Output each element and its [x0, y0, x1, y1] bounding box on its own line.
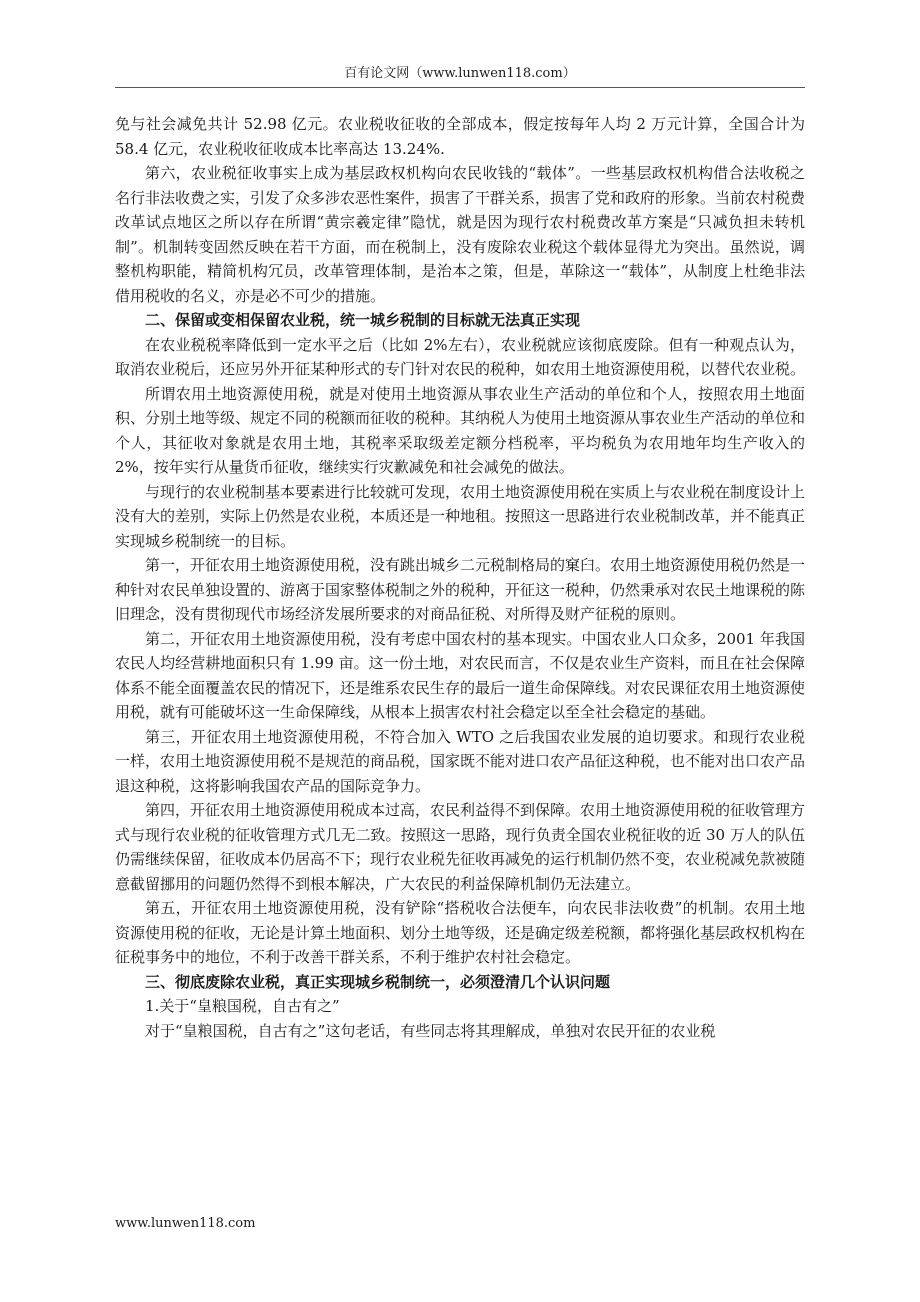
paragraph-continuation: 免与社会减免共计 52.98 亿元。农业税收征收的全部成本，假定按每年人均 2 万元计算，全国合计为 58.4 亿元，农业税收征收成本比率高达 13.24%. [115, 115, 805, 158]
document-body [115, 112, 805, 1043]
page-footer: www.lunwen118.com [115, 1216, 256, 1231]
paragraph-fourth-point: 第四，开征农用土地资源使用税成本过高，农民利益得不到保障。农用土地资源使用税的征收管理方式与现行农业税的征收管理方式几无二致。按照这一思路，现行负责全国农业税征收的近 30 万人的队伍仍需继续保留，征收成本仍居高不下；现行农业税先征收再减免的运行机制仍然不变，农业税减免款被随意截留挪用的问题仍然得不到根本解决，广大农民的利益保障机制仍无法建立。 [115, 801, 806, 893]
paragraph-first-point: 第一，开征农用土地资源使用税，没有跳出城乡二元税制格局的窠臼。农用土地资源使用税仍然是一种针对农民单独设置的、游离于国家整体税制之外的税种，开征这一税种，仍然秉承对农民土地课税的陈旧理念，没有贯彻现代市场经济发展所要求的对商品征税、对所得及财产征税的原则。 [115, 556, 806, 623]
page-header: 百有论文网（www.lunwen118.com） [115, 62, 805, 88]
section-heading-2: 二、保留或变相保留农业税，统一城乡税制的目标就无法真正实现 [145, 311, 581, 329]
paragraph-third-point: 第三，开征农用土地资源使用税，不符合加入 WTO 之后我国农业发展的迫切要求。和现行农业税一样，农用土地资源使用税不是规范的商品税，国家既不能对进口农产品征这种税，也不能对出口农产品退这种税，这将影响我国农产品的国际竞争力。 [115, 727, 806, 795]
paragraph-sixth: 第六，农业税征收事实上成为基层政权机构向农民收钱的“载体”。一些基层政权机构借合法收税之名行非法收费之实，引发了众多涉农恶性案件，损害了干群关系，损害了党和政府的形象。当前农村税费改革试点地区之所以存在所谓“黄宗羲定律”隐忧，就是因为现行农村税费改革方案是“只减负担未转机制”。机制转变固然反映在若干方面，而在税制上，没有废除农业税这个载体显得尤为突出。虽然说，调整机构职能，精简机构冗员，改革管理体制，是治本之策，但是，革除这一“载体”，从制度上杜绝非法借用税收的名义，亦是必不可少的措施。 [115, 164, 806, 305]
paragraph: 所谓农用土地资源使用税，就是对使用土地资源从事农业生产活动的单位和个人，按照农用土地面积、分别土地等级、规定不同的税额而征收的税种。其纳税人为使用土地资源从事农业生产活动的单位和个人，其征收对象就是农用土地，其税率采取级差定额分档税率，平均税负为农用地年均生产收入的 2%，按年实行从量货币征收，继续实行灾歉减免和社会减免的做法。 [115, 384, 806, 476]
paragraph: 对于“皇粮国税，自古有之”这句老话，有些同志将其理解成，单独对农民开征的农业税 [145, 1021, 716, 1040]
paragraph: 与现行的农业税制基本要素进行比较就可发现，农用土地资源使用税在实质上与农业税在制度设计上没有大的差别，实际上仍然是农业税，本质还是一种地租。按照这一思路进行农业税制改革，并不能真正实现城乡税制统一的目标。 [115, 482, 806, 550]
subsection-heading-1: 1.关于“皇粮国税，自古有之” [145, 997, 340, 1015]
paragraph-fifth-point: 第五，开征农用土地资源使用税，没有铲除“搭税收合法便车，向农民非法收费”的机制。农用土地资源使用税的征收，无论是计算土地面积、划分土地等级，还是确定级差税额，都将强化基层政权机构在征税事务中的地位，不利于改善干群关系，不利于维护农村社会稳定。 [115, 899, 806, 966]
section-heading-3: 三、彻底废除农业税，真正实现城乡税制统一，必须澄清几个认识问题 [145, 972, 611, 991]
paragraph-second-point: 第二，开征农用土地资源使用税，没有考虑中国农村的基本现实。中国农业人口众多，2001 年我国农民人均经营耕地面积只有 1.99 亩。这一份土地，对农民而言，不仅是农业生产资料，而且在社会保障体系不能全面覆盖农民的情况下，还是维系农民生存的最后一道生命保障线。对农民课征农用土地资源使用税，就有可能破坏这一生命保障线，从根本上损害农村社会稳定以至全社会稳定的基础。 [115, 629, 806, 721]
paragraph: 在农业税税率降低到一定水平之后（比如 2%左右），农业税就应该彻底废除。但有一种观点认为，取消农业税后，还应另外开征某种形式的专门针对农民的税种，如农用土地资源使用税，以替代农业税。 [115, 335, 806, 378]
